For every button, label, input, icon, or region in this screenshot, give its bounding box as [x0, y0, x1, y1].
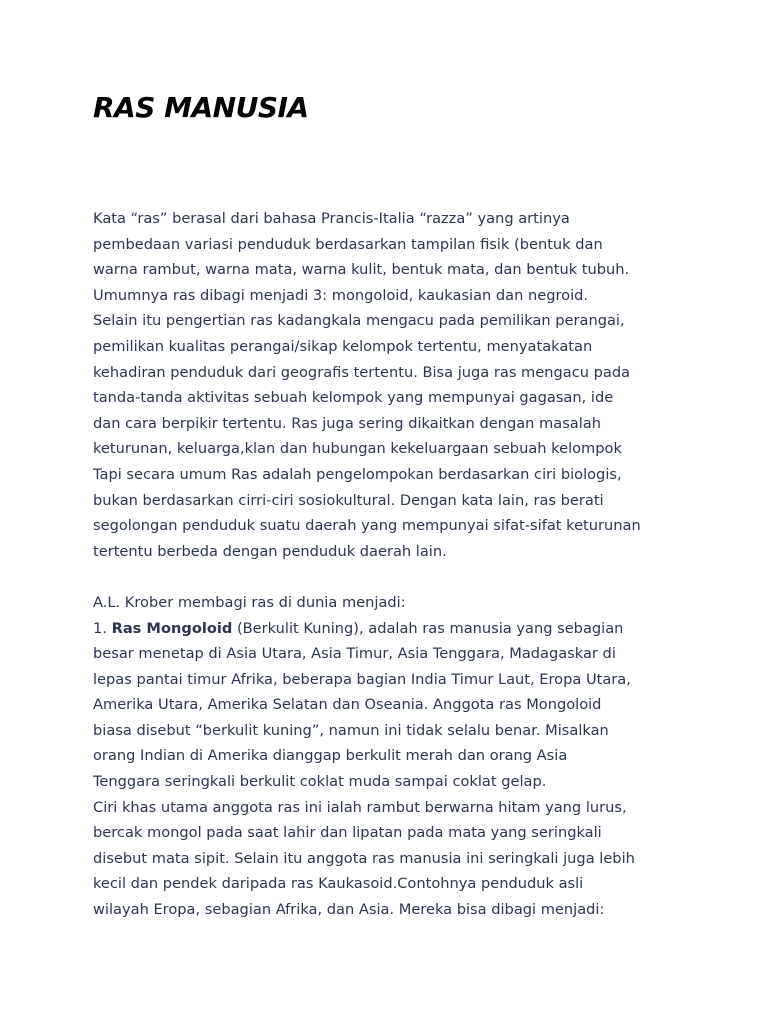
text-line: lepas pantai timur Afrika, beberapa bagian India Timur Laut, Eropa Utara, [93, 670, 631, 688]
list-item-text: (Berkulit Kuning), adalah ras manusia yang sebagian [232, 619, 624, 637]
text-line: biasa disebut “berkulit kuning”, namun ini tidak selalu benar. Misalkan [93, 721, 609, 739]
text-line: Selain itu pengertian ras kadangkala mengacu pada pemilikan perangai, [93, 312, 625, 330]
text-line: warna rambut, warna mata, warna kulit, bentuk mata, dan bentuk tubuh. [93, 261, 630, 279]
text-line: Tenggara seringkali berkulit coklat muda sampai coklat gelap. [93, 773, 547, 791]
text-line: Umumnya ras dibagi menjadi 3: mongoloid, kaukasian dan negroid. [93, 286, 589, 304]
text-line: orang Indian di Amerika dianggap berkulit merah dan orang Asia [93, 747, 568, 765]
list-item-first-line [93, 616, 693, 642]
text-line: keturunan, keluarga,klan dan hubungan kekeluargaan sebuah kelompok [93, 440, 622, 458]
text-line: tanda-tanda aktivitas sebuah kelompok yang mempunyai gagasan, ide [93, 389, 614, 407]
intro-line: A.L. Krober membagi ras di dunia menjadi: [93, 593, 406, 611]
text-line: wilayah Eropa, sebagian Afrika, dan Asia. Mereka bisa dibagi menjadi: [93, 901, 605, 919]
text-line: disebut mata sipit. Selain itu anggota ras manusia ini seringkali juga lebih [93, 849, 635, 867]
text-line: kecil dan pendek daripada ras Kaukasoid.Contohnya penduduk asli [93, 875, 584, 893]
text-line: Amerika Utara, Amerika Selatan dan Oseania. Anggota ras Mongoloid [93, 696, 602, 714]
text-line: segolongan penduduk suatu daerah yang mempunyai sifat-sifat keturunan [93, 517, 641, 535]
list-item-mongoloid [93, 616, 693, 923]
text-line: dan cara berpikir tertentu. Ras juga sering dikaitkan dengan masalah [93, 414, 601, 432]
text-line: besar menetap di Asia Utara, Asia Timur, Asia Tenggara, Madagaskar di [93, 645, 616, 663]
text-line: Kata “ras” berasal dari bahasa Prancis-Italia “razza” yang artinya [93, 210, 570, 227]
document-body [93, 206, 693, 923]
text-line: bercak mongol pada saat lahir dan lipatan pada mata yang seringkali [93, 824, 602, 842]
text-line: pembedaan variasi penduduk berdasarkan tampilan fisik (bentuk dan [93, 235, 603, 253]
text-line: tertentu berbeda dengan penduduk daerah lain. [93, 542, 447, 560]
list-number: 1. [93, 619, 112, 637]
document-title: RAS MANUSIA [93, 91, 309, 124]
race-name: Ras Mongoloid [111, 619, 233, 637]
text-line: Tapi secara umum Ras adalah pengelompokan berdasarkan ciri biologis, [93, 465, 622, 483]
text-line: kehadiran penduduk dari geografis tertentu. Bisa juga ras mengacu pada [93, 363, 631, 381]
text-line: Ciri khas utama anggota ras ini ialah rambut berwarna hitam yang lurus, [93, 798, 627, 816]
text-line: pemilikan kualitas perangai/sikap kelompok tertentu, menyatakatan [93, 337, 593, 355]
paragraph-spacer [93, 564, 693, 590]
text-line: bukan berdasarkan cirri-ciri sosiokultural. Dengan kata lain, ras berati [93, 491, 604, 509]
paragraph-definition [93, 206, 693, 564]
